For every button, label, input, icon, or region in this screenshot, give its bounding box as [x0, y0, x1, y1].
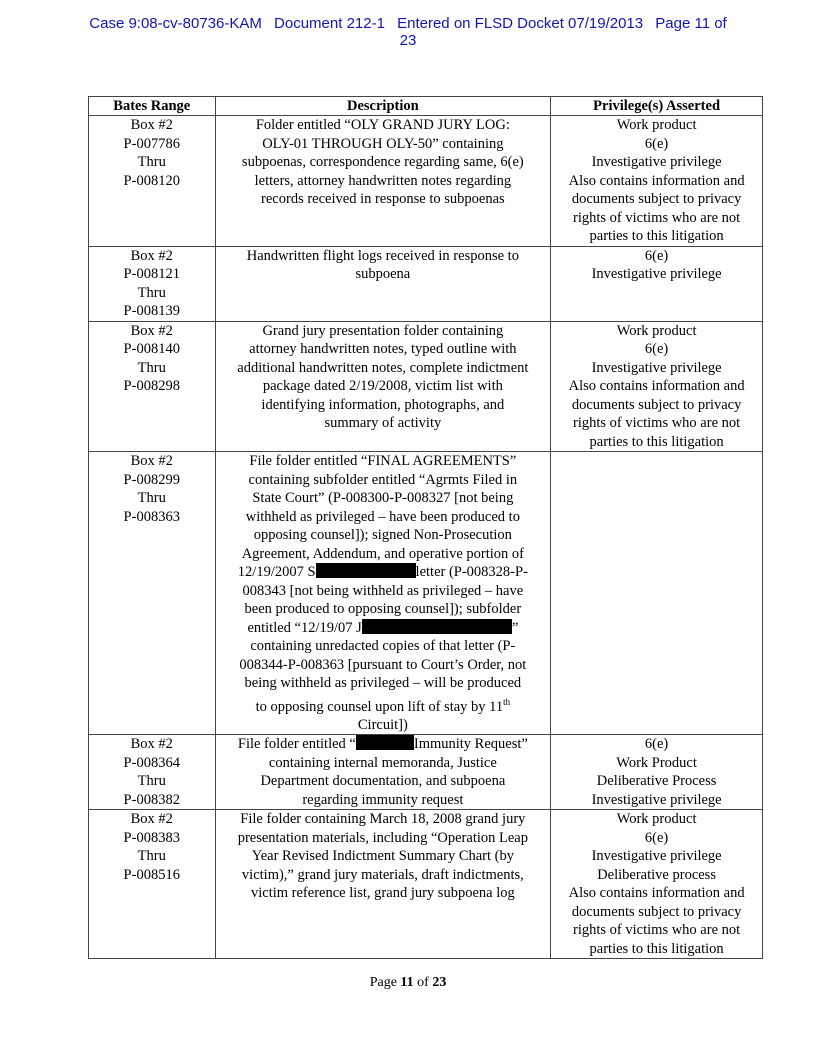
footer-page-number: 11 [400, 975, 414, 990]
col-header-privilege: Privilege(s) Asserted [551, 97, 763, 116]
bates-cell: Box #2 P-008140 Thru P-008298 [89, 321, 216, 452]
col-header-bates: Bates Range [89, 97, 216, 116]
docket-header [50, 15, 766, 49]
description-cell: Grand jury presentation folder containing attorney handwritten notes, typed outline with additional handwritten notes, complete indictment package dated 2/19/2008, victim list with identifying information, photographs, and summary of activity [215, 321, 551, 452]
page-footer [0, 975, 816, 991]
table-row [89, 321, 763, 452]
docket-entry: Entered on FLSD Docket 07/19/2013 [397, 15, 644, 32]
description-cell: File folder entitled “FINAL AGREEMENTS” containing subfolder entitled “Agrmts Filed in State Court” (P-008300-P-008327 [not being withheld as privileged – have been produced to opposing counsel]); signed Non-Prosecution Agreement, Addendum, and operative portion of 12/19/2007 S letter (P-008328-P- 008343 [not being withheld as privileged – have been produced to opposing counsel]); subfolder entitled “12/19/07 J ” containing unredacted copies of that letter (P- 008344-P-008363 [pursuant to Court’s Order, not being withheld as privileged – will be produced to opposing counsel upon lift of stay by 11th Circuit]) [215, 452, 551, 735]
privilege-cell: Work product 6(e) Investigative privilege Also contains information and documents subject to privacy rights of victims who are not parties to this litigation [551, 321, 763, 452]
footer-of: of [417, 975, 429, 990]
redaction-bar [316, 563, 416, 578]
description-cell: File folder entitled “ Immunity Request” containing internal memoranda, Justice Department documentation, and subpoena regarding immunity request [215, 735, 551, 810]
header-total: 23 [399, 32, 417, 49]
bates-cell: Box #2 P-008364 Thru P-008382 [89, 735, 216, 810]
col-header-description: Description [215, 97, 551, 116]
table-row [89, 452, 763, 735]
table-row [89, 735, 763, 810]
table-row [89, 810, 763, 959]
redaction-bar [356, 735, 414, 750]
bates-cell: Box #2 P-008299 Thru P-008363 [89, 452, 216, 735]
table-header-row [89, 97, 763, 116]
privilege-cell: Work product 6(e) Investigative privilege Also contains information and documents subject to privacy rights of victims who are not parties to this litigation [551, 116, 763, 247]
bates-cell: Box #2 P-008383 Thru P-008516 [89, 810, 216, 959]
table-row [89, 116, 763, 247]
table-row [89, 246, 763, 321]
redaction-bar [362, 619, 512, 634]
privilege-cell: 6(e) Investigative privilege [551, 246, 763, 321]
footer-prefix: Page [369, 975, 397, 990]
description-cell: Handwritten flight logs received in response to subpoena [215, 246, 551, 321]
bates-cell: Box #2 P-008121 Thru P-008139 [89, 246, 216, 321]
header-page: Page 11 of [655, 15, 727, 32]
description-cell: Folder entitled “OLY GRAND JURY LOG: OLY-01 THROUGH OLY-50” containing subpoenas, correspondence regarding same, 6(e) letters, attorney handwritten notes regarding records received in response to subpoenas [215, 116, 551, 247]
case-number: Case 9:08-cv-80736-KAM [89, 15, 262, 32]
privilege-cell [551, 452, 763, 735]
privilege-cell: Work product 6(e) Investigative privilege Deliberative process Also contains information and documents subject to privacy rights of victims who are not parties to this litigation [551, 810, 763, 959]
description-cell: File folder containing March 18, 2008 grand jury presentation materials, including “Operation Leap Year Revised Indictment Summary Chart (by victim),” grand jury materials, draft indictments, victim reference list, grand jury subpoena log [215, 810, 551, 959]
privilege-log-table [88, 96, 763, 959]
document-number: Document 212-1 [274, 15, 385, 32]
bates-cell: Box #2 P-007786 Thru P-008120 [89, 116, 216, 247]
privilege-cell: 6(e) Work Product Deliberative Process Investigative privilege [551, 735, 763, 810]
footer-total-pages: 23 [432, 975, 447, 990]
